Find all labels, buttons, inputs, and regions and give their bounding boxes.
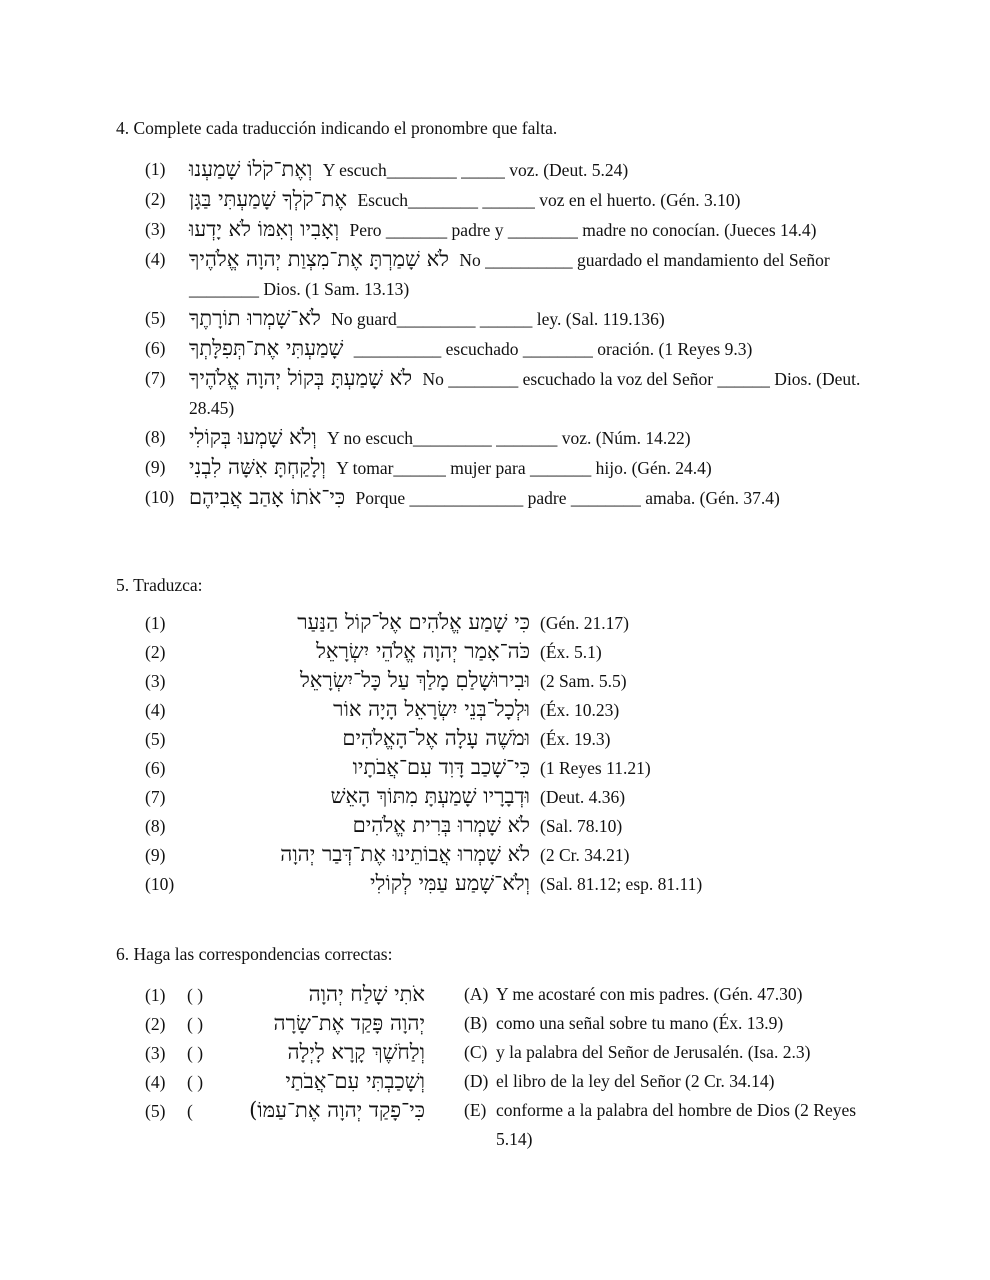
list-item — [145, 1096, 425, 1125]
item-number: (8) — [145, 427, 166, 447]
hebrew-phrase: אֶת־קֹלְךָ שָׁמַעְתִּי בַּגָּן — [189, 187, 348, 211]
hebrew-phrase: יְהוָה פָּקַד אֶת־שָׂרָה — [273, 1011, 425, 1035]
hebrew-sentence: וּלְכָל־בְּנֵי יִשְׂרָאֵל הָיָה אוֹר — [333, 697, 530, 721]
item-number: (3) — [145, 1043, 166, 1063]
section-6-hebrew-list — [145, 980, 425, 1125]
scripture-reference: (2 Cr. 34.21) — [540, 845, 630, 865]
list-item — [145, 753, 765, 782]
scripture-reference: (2 Sam. 5.5) — [540, 671, 627, 691]
item-number: (7) — [145, 787, 166, 807]
hebrew-sentence: וְלֹא־שָׁמַע עַמִּי לְקוֹלִי — [370, 871, 530, 895]
list-item — [145, 215, 875, 245]
translation-prompt: Y no escuch_________ _______ voz. (Núm. 14.22) — [327, 428, 691, 448]
item-number: (1) — [145, 613, 166, 633]
item-number: (10) — [145, 487, 175, 507]
item-number: (9) — [145, 457, 166, 477]
translation-prompt: Y tomar______ mujer para _______ hijo. (Gén. 24.4) — [336, 458, 712, 478]
section-4-list — [145, 155, 875, 513]
answer-blank[interactable]: ( ) — [187, 1072, 204, 1092]
list-item — [145, 304, 875, 334]
list-item — [145, 245, 875, 304]
item-number: (1) — [145, 159, 166, 179]
list-item — [145, 1009, 425, 1038]
hebrew-phrase: כִּי־אֹתוֹ אָהַב אֲבִיהֶם — [189, 485, 346, 509]
option-letter: (B) — [464, 1013, 488, 1033]
list-item — [145, 1067, 425, 1096]
item-number: (5) — [145, 1101, 166, 1121]
scripture-reference: (Sal. 81.12; esp. 81.11) — [540, 874, 703, 894]
list-item — [145, 1038, 425, 1067]
list-item — [145, 695, 765, 724]
section-5-list — [145, 608, 765, 898]
hebrew-sentence: וּבִירוּשָׁלַםִ מָלַךְ עַל כָּל־יִשְׂרָאֵל — [299, 668, 530, 692]
translation-prompt: No __________ guardado el mandamiento del Señor ________ Dios. (1 Sam. 13.13) — [189, 250, 830, 299]
section-6-title: 6. Haga las correspondencias correctas: — [116, 944, 393, 964]
option-text: conforme a la palabra del hombre de Dios (2 Reyes 5.14) — [496, 1100, 857, 1149]
item-number: (1) — [145, 985, 166, 1005]
translation-prompt: Porque _____________ padre ________ amaba. (Gén. 37.4) — [355, 488, 780, 508]
item-number: (7) — [145, 368, 166, 388]
option-item — [464, 1096, 864, 1154]
list-item — [145, 608, 765, 637]
hebrew-sentence: כִּי שָׁמַע אֱלֹהִים אֶל־קוֹל הַנַּעַר — [297, 610, 530, 634]
hebrew-phrase: שָׁמַעְתִּי אֶת־תְּפִלָּתְךָ — [189, 336, 344, 360]
option-letter: (C) — [464, 1042, 488, 1062]
hebrew-sentence: לֹא שָׁמְרוּ אֲבוֹתֵינוּ אֶת־דְּבַר יְהוָה — [280, 842, 530, 866]
option-letter: (D) — [464, 1071, 489, 1091]
option-text: como una señal sobre tu mano (Éx. 13.9) — [496, 1013, 784, 1033]
hebrew-sentence: וּדְבָרָיו שָׁמַעְתָּ מִתּוֹךְ הָאֵשׁ — [330, 784, 530, 808]
item-number: (3) — [145, 671, 166, 691]
scripture-reference: (Éx. 10.23) — [540, 700, 620, 720]
item-number: (5) — [145, 729, 166, 749]
item-number: (2) — [145, 642, 166, 662]
hebrew-phrase: וְלַחֹשֶׁךְ קָרָא לָיְלָה — [287, 1040, 425, 1064]
item-number: (9) — [145, 845, 166, 865]
hebrew-sentence: כִּי־שָׁכַב דָּוִד עִם־אֲבֹתָיו — [352, 755, 530, 779]
option-item — [464, 1009, 864, 1038]
scripture-reference: (Éx. 19.3) — [540, 729, 611, 749]
translation-prompt: Pero _______ padre y ________ madre no conocían. (Jueces 14.4) — [349, 220, 817, 240]
hebrew-sentence: וּמֹשֶׁה עָלָה אֶל־הָאֱלֹהִים — [342, 726, 530, 750]
hebrew-sentence: לֹא שָׁמְרוּ בְּרִית אֱלֹהִים — [352, 813, 530, 837]
hebrew-phrase: כִּי־פָקַד יְהוָה אֶת־עַמּוֹ) — [249, 1098, 425, 1122]
item-number: (3) — [145, 219, 166, 239]
list-item — [145, 811, 765, 840]
section-4-title: 4. Complete cada traducción indicando el pronombre que falta. — [116, 118, 558, 138]
list-item — [145, 724, 765, 753]
list-item — [145, 869, 765, 898]
section-6-options-list — [464, 980, 864, 1154]
option-text: Y me acostaré con mis padres. (Gén. 47.30) — [496, 984, 803, 1004]
hebrew-phrase: לֹא שָׁמַעְתָּ בְּקוֹל יְהוָה אֱלֹהֶיךָ — [189, 366, 413, 390]
section-5-title: 5. Traduzca: — [116, 575, 203, 595]
translation-prompt: __________ escuchado ________ oración. (1 Reyes 9.3) — [353, 339, 753, 359]
item-number: (2) — [145, 189, 166, 209]
item-number: (8) — [145, 816, 166, 836]
list-item — [145, 364, 875, 423]
list-item — [145, 980, 425, 1009]
option-item — [464, 1067, 864, 1096]
answer-blank[interactable]: ( ) — [187, 1014, 204, 1034]
translation-prompt: Y escuch________ _____ voz. (Deut. 5.24) — [322, 160, 629, 180]
option-text: y la palabra del Señor de Jerusalén. (Isa. 2.3) — [496, 1042, 811, 1062]
translation-prompt: Escuch________ ______ voz en el huerto. (Gén. 3.10) — [357, 190, 741, 210]
scripture-reference: (Deut. 4.36) — [540, 787, 626, 807]
option-letter: (A) — [464, 984, 489, 1004]
option-text: el libro de la ley del Señor (2 Cr. 34.14) — [496, 1071, 775, 1091]
list-item — [145, 423, 875, 453]
option-letter: (E) — [464, 1100, 487, 1120]
hebrew-phrase: לֹא שָׁמַרְתָּ אֶת־מִצְוַת יְהוָה אֱלֹהֶיךָ — [189, 247, 450, 271]
item-number: (2) — [145, 1014, 166, 1034]
hebrew-phrase: וְאָבִיו וְאִמּוֹ לֹא יָדְעוּ — [189, 217, 340, 241]
list-item — [145, 666, 765, 695]
item-number: (6) — [145, 338, 166, 358]
hebrew-phrase: לֹא־שָׁמְרוּ תוֹרָתֶךָ — [189, 306, 321, 330]
hebrew-phrase: וְלָקַחְתָּ אִשָּׁה לִבְנִי — [189, 455, 326, 479]
translation-prompt: No guard_________ ______ ley. (Sal. 119.136) — [331, 309, 665, 329]
list-item — [145, 334, 875, 364]
item-number: (4) — [145, 1072, 166, 1092]
translation-prompt: No ________ escuchado la voz del Señor ______ Dios. (Deut. 28.45) — [189, 369, 861, 418]
item-number: (4) — [145, 249, 166, 269]
hebrew-sentence: כֹּה־אָמַר יְהוָה אֱלֹהֵי יִשְׂרָאֵל — [316, 639, 530, 663]
option-item — [464, 1038, 864, 1067]
scripture-reference: (Éx. 5.1) — [540, 642, 602, 662]
list-item — [145, 155, 875, 185]
item-number: (6) — [145, 758, 166, 778]
hebrew-phrase: וְאֶת־קֹלוֹ שָׁמַעְנוּ — [189, 157, 313, 181]
answer-blank[interactable]: ( ) — [187, 1043, 204, 1063]
list-item — [145, 637, 765, 666]
list-item — [145, 483, 875, 513]
item-number: (5) — [145, 308, 166, 328]
scripture-reference: (Sal. 78.10) — [540, 816, 623, 836]
item-number: (4) — [145, 700, 166, 720]
hebrew-phrase: וְלֹא שָׁמְעוּ בְּקוֹלִי — [189, 425, 317, 449]
item-number: (10) — [145, 874, 175, 894]
list-item — [145, 782, 765, 811]
answer-blank[interactable]: ( ) — [187, 985, 204, 1005]
list-item — [145, 453, 875, 483]
hebrew-phrase: אֹתִי שָׁלַח יְהוָה — [308, 982, 425, 1006]
list-item — [145, 185, 875, 215]
scripture-reference: (Gén. 21.17) — [540, 613, 629, 633]
answer-blank[interactable]: ( — [187, 1101, 193, 1121]
scripture-reference: (1 Reyes 11.21) — [540, 758, 651, 778]
option-item — [464, 980, 864, 1009]
hebrew-phrase: וְשָׁכַבְתִּי עִם־אֲבֹתַי — [285, 1069, 425, 1093]
list-item — [145, 840, 765, 869]
